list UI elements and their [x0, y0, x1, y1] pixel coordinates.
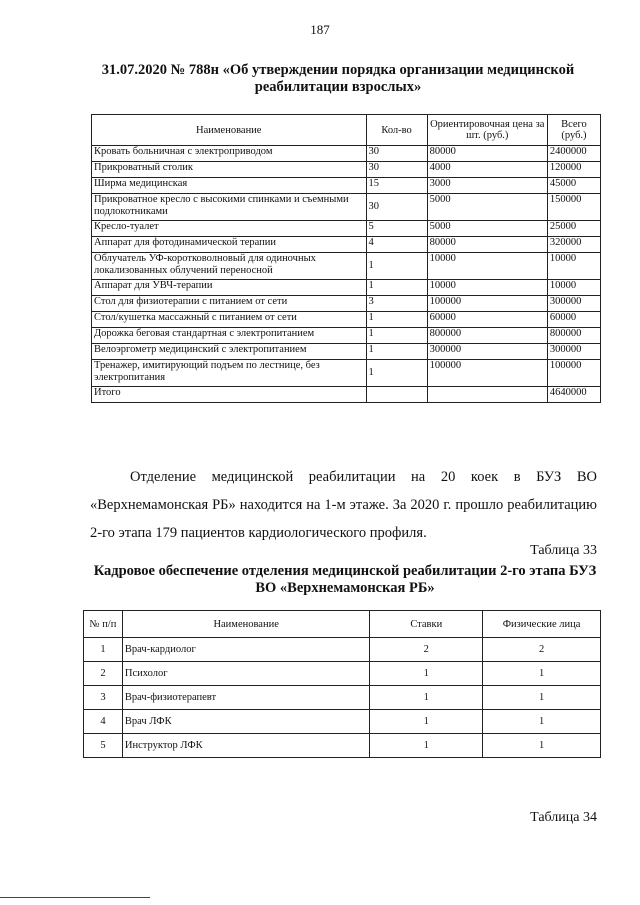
header-rates: Ставки: [370, 611, 483, 638]
item-qty: 5: [366, 221, 427, 237]
item-price: 5000: [427, 221, 547, 237]
position-name: Психолог: [122, 662, 369, 686]
table-row: [92, 237, 601, 253]
rates-value: 1: [370, 686, 483, 710]
header-qty: Кол-во: [366, 115, 427, 146]
item-total: 300000: [547, 344, 600, 360]
header-name: Наименование: [92, 115, 367, 146]
table33-label: Таблица 33: [530, 543, 597, 558]
item-qty: 1: [366, 344, 427, 360]
item-name: Велоэргометр медицинский с электропитанием: [92, 344, 367, 360]
item-total: 10000: [547, 253, 600, 280]
header-position: Наименование: [122, 611, 369, 638]
item-name: Стол/кушетка массажный с питанием от сети: [92, 312, 367, 328]
table34-label: Таблица 34: [530, 810, 597, 825]
position-name: Инструктор ЛФК: [122, 734, 369, 758]
table-row: [92, 221, 601, 237]
item-price: 800000: [427, 328, 547, 344]
item-name: Прикроватное кресло с высокими спинками и съемными подлокотниками: [92, 194, 367, 221]
item-qty: 3: [366, 296, 427, 312]
persons-value: 1: [483, 710, 601, 734]
row-number: 4: [84, 710, 123, 734]
item-price: 100000: [427, 296, 547, 312]
table-row: [92, 253, 601, 280]
position-name: Врач ЛФК: [122, 710, 369, 734]
item-name: Кровать больничная с электроприводом: [92, 146, 367, 162]
item-qty: 15: [366, 178, 427, 194]
table-row: [92, 360, 601, 387]
page-number: 187: [310, 22, 330, 37]
item-name: Дорожка беговая стандартная с электропитанием: [92, 328, 367, 344]
department-paragraph: Отделение медицинской реабилитации на 20 коек в БУЗ ВО «Верхнемамонская РБ» находится на 1-м этаже. За 2020 г. прошло реабилитацию 2-го этапа 179 пациентов кардиологического профиля.: [90, 469, 597, 541]
persons-value: 1: [483, 686, 601, 710]
rates-value: 1: [370, 734, 483, 758]
item-price: 10000: [427, 253, 547, 280]
item-price: 60000: [427, 312, 547, 328]
row-number: 3: [84, 686, 123, 710]
item-total: 120000: [547, 162, 600, 178]
equipment-table: [91, 114, 601, 403]
table-row: [92, 178, 601, 194]
row-number: 5: [84, 734, 123, 758]
header-price: Ориентировочная цена за шт. (руб.): [427, 115, 547, 146]
item-total: 45000: [547, 178, 600, 194]
staff-header-row: [84, 611, 601, 638]
total-qty: [366, 387, 427, 403]
item-total: 150000: [547, 194, 600, 221]
rates-value: 2: [370, 638, 483, 662]
table-row: [92, 344, 601, 360]
item-name: Аппарат для УВЧ-терапии: [92, 280, 367, 296]
item-price: 300000: [427, 344, 547, 360]
row-number: 2: [84, 662, 123, 686]
staff-table: [83, 610, 601, 758]
equipment-header-row: [92, 115, 601, 146]
table-row: [92, 296, 601, 312]
staff-title: Кадровое обеспечение отделения медицинской реабилитации 2-го этапа БУЗ ВО «Верхнемамонская РБ»: [93, 563, 597, 596]
persons-value: 1: [483, 662, 601, 686]
total-row: [92, 387, 601, 403]
table-row: [92, 280, 601, 296]
item-total: 60000: [547, 312, 600, 328]
item-total: 800000: [547, 328, 600, 344]
item-price: 80000: [427, 237, 547, 253]
item-total: 320000: [547, 237, 600, 253]
item-qty: 1: [366, 312, 427, 328]
item-name: Кресло-туалет: [92, 221, 367, 237]
item-qty: 30: [366, 162, 427, 178]
item-total: 100000: [547, 360, 600, 387]
header-persons: Физические лица: [483, 611, 601, 638]
item-qty: 1: [366, 360, 427, 387]
persons-value: 1: [483, 734, 601, 758]
rates-value: 1: [370, 710, 483, 734]
item-qty: 30: [366, 194, 427, 221]
footnote-divider: [0, 897, 150, 898]
item-price: 3000: [427, 178, 547, 194]
row-number: 1: [84, 638, 123, 662]
persons-value: 2: [483, 638, 601, 662]
position-name: Врач-физиотерапевт: [122, 686, 369, 710]
table-row: [84, 686, 601, 710]
total-sum: 4640000: [547, 387, 600, 403]
table-row: [84, 710, 601, 734]
item-total: 300000: [547, 296, 600, 312]
item-name: Облучатель УФ-коротковолновый для одиночных локализованных облучений переносной: [92, 253, 367, 280]
item-qty: 4: [366, 237, 427, 253]
header-number: № п/п: [84, 611, 123, 638]
item-qty: 1: [366, 253, 427, 280]
item-name: Ширма медицинская: [92, 178, 367, 194]
table-row: [92, 328, 601, 344]
item-total: 10000: [547, 280, 600, 296]
table-row: [84, 638, 601, 662]
order-title: 31.07.2020 № 788н «Об утверждении порядка организации медицинской реабилитации взрослых»: [101, 62, 575, 95]
header-total: Всего (руб.): [547, 115, 600, 146]
total-price: [427, 387, 547, 403]
table-row: [92, 312, 601, 328]
item-price: 10000: [427, 280, 547, 296]
item-price: 5000: [427, 194, 547, 221]
item-name: Тренажер, имитирующий подъем по лестнице, без электропитания: [92, 360, 367, 387]
item-price: 4000: [427, 162, 547, 178]
table-row: [84, 662, 601, 686]
item-price: 80000: [427, 146, 547, 162]
table-row: [84, 734, 601, 758]
item-total: 2400000: [547, 146, 600, 162]
rates-value: 1: [370, 662, 483, 686]
table-row: [92, 162, 601, 178]
total-label: Итого: [92, 387, 367, 403]
item-price: 100000: [427, 360, 547, 387]
item-qty: 30: [366, 146, 427, 162]
item-name: Аппарат для фотодинамической терапии: [92, 237, 367, 253]
item-name: Прикроватный столик: [92, 162, 367, 178]
item-qty: 1: [366, 280, 427, 296]
table-row: [92, 194, 601, 221]
item-name: Стол для физиотерапии с питанием от сети: [92, 296, 367, 312]
table-row: [92, 146, 601, 162]
item-total: 25000: [547, 221, 600, 237]
item-qty: 1: [366, 328, 427, 344]
position-name: Врач-кардиолог: [122, 638, 369, 662]
